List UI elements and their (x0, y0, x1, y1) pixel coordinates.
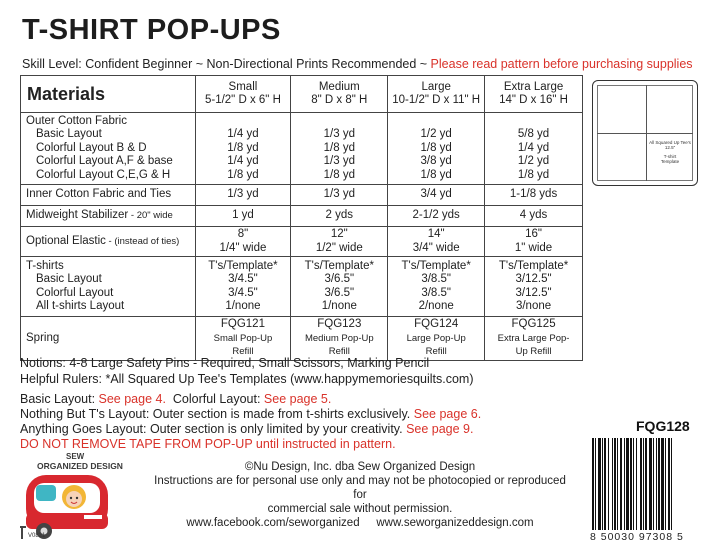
elastic-medium: 12" 1/2" wide (291, 227, 388, 257)
barcode-bar (624, 438, 625, 530)
barcode-bar (612, 438, 613, 530)
barcode-bar (653, 438, 654, 530)
barcode-bar (636, 438, 637, 530)
barcode-bar (640, 438, 642, 530)
table-row-outer-fabric (21, 113, 583, 185)
table-row-elastic (21, 227, 583, 257)
elastic-large: 14" 3/4" wide (388, 227, 485, 257)
spring-extra-large: FQG125 Extra Large Pop- Up Refill (485, 317, 583, 361)
barcode-bar (617, 438, 618, 530)
barcode-bar (595, 438, 596, 530)
barcode-bar (658, 438, 660, 530)
outer-large: 1/2 yd 1/8 yd 3/8 yd 1/8 yd (388, 113, 485, 185)
layouts-section (20, 392, 481, 452)
rulers-text: Helpful Rulers: *All Squared Up Tee's Templates (www.happymemoriesquilts.com) (20, 372, 474, 386)
barcode (590, 438, 700, 532)
stabilizer-medium: 2 yds (291, 206, 388, 227)
tape-warning: DO NOT REMOVE TAPE FROM POP-UP until instructed in pattern. (20, 437, 396, 451)
table-row-spring (21, 317, 583, 361)
barcode-bar (661, 438, 664, 530)
spring-medium: FQG123 Medium Pop-Up Refill (291, 317, 388, 361)
sku-code: FQG128 (636, 418, 690, 434)
barcode-bar (671, 438, 672, 530)
spring-large: FQG124 Large Pop-Up Refill (388, 317, 485, 361)
table-row-tshirts (21, 257, 583, 317)
skill-warning: Please read pattern before purchasing supplies (430, 57, 693, 71)
barcode-bar (604, 438, 606, 530)
logo-text-organized: ORGANIZED DESIGN (37, 461, 123, 471)
barcode-number: 8 50030 97308 5 (590, 531, 684, 543)
layout-nothing-but-ts: Nothing But T's Layout: Outer section is made from t-shirts exclusively. See page 6. (20, 407, 482, 421)
column-extra-large: Extra Large 14" D x 16" H (485, 76, 583, 113)
spring-label: Spring (21, 317, 196, 361)
elastic-extra-large: 16" 1" wide (485, 227, 583, 257)
tshirts-small: T's/Template* 3/4.5" 3/4.5" 1/none (195, 257, 291, 317)
page-title: T-SHIRT POP-UPS (22, 14, 281, 46)
layout-anything-goes: Anything Goes Layout: Outer section is only limited by your creativity. See page 9. (20, 422, 474, 436)
inner-extra-large: 1-1/8 yds (485, 185, 583, 206)
website-links: www.facebook.com/seworganized www.seworganizeddesign.com (186, 517, 534, 529)
version-code: V0821 (28, 533, 46, 539)
column-small: Small 5-1/2" D x 6" H (195, 76, 291, 113)
spring-small: FQG121 Small Pop-Up Refill (195, 317, 291, 361)
barcode-bar (645, 438, 647, 530)
template-diagram (592, 80, 698, 186)
barcode-bar (668, 438, 670, 530)
barcode-bar (614, 438, 616, 530)
stabilizer-small: 1 yd (195, 206, 291, 227)
tshirts-medium: T's/Template* 3/6.5" 3/6.5" 1/none (291, 257, 388, 317)
column-large: Large 10-1/2" D x 11" H (388, 76, 485, 113)
tshirts-extra-large: T's/Template* 3/12.5" 3/12.5" 3/none (485, 257, 583, 317)
table-row-stabilizer (21, 206, 583, 227)
materials-heading: Materials (21, 76, 196, 113)
barcode-bar (626, 438, 629, 530)
barcode-bar (620, 438, 622, 530)
stabilizer-label: Midweight Stabilizer - 20" wide (21, 206, 196, 227)
inner-fabric-label: Inner Cotton Fabric and Ties (21, 185, 196, 206)
barcode-bar (608, 438, 609, 530)
diagram-horizontal-line (597, 133, 693, 134)
copyright-line: ©Nu Design, Inc. dba Sew Organized Design (244, 461, 476, 473)
logo-text-sew: SEW (66, 452, 85, 461)
permission-line: commercial sale without permission. (267, 503, 453, 515)
stabilizer-large: 2-1/2 yds (388, 206, 485, 227)
inner-small: 1/3 yd (195, 185, 291, 206)
instructions-line: Instructions are for personal use only and may not be photocopied or reproduced for (154, 475, 566, 501)
barcode-bar (598, 438, 601, 530)
outer-small: 1/4 yd 1/8 yd 1/4 yd 1/8 yd (195, 113, 291, 185)
outer-medium: 1/3 yd 1/8 yd 1/3 yd 1/8 yd (291, 113, 388, 185)
elastic-label: Optional Elastic - (instead of ties) (21, 227, 196, 257)
diagram-template-card: All Squared Up Tee's 12.5" T-shirt Template (649, 140, 691, 164)
table-header-row (21, 76, 583, 113)
barcode-bar (630, 438, 632, 530)
table-row-inner-fabric (21, 185, 583, 206)
stabilizer-extra-large: 4 yds (485, 206, 583, 227)
notes-section (20, 355, 474, 387)
copyright-block (150, 460, 570, 530)
barcode-bar (649, 438, 652, 530)
tshirts-label: T-shirts Basic Layout Colorful Layout All t-shirts Layout (21, 257, 196, 317)
skill-level-text: Skill Level: Confident Beginner ~ Non-Directional Prints Recommended ~ (22, 57, 431, 71)
barcode-bar (656, 438, 657, 530)
barcode-bar (633, 438, 634, 530)
notions-text: Notions: 4-8 Large Safety Pins - Required, Small Scissors, Marking Pencil (20, 356, 430, 370)
column-medium: Medium 8" D x 8" H (291, 76, 388, 113)
layout-basic-colorful: Basic Layout: See page 4. Colorful Layout: See page 5. (20, 392, 332, 406)
elastic-small: 8" 1/4" wide (195, 227, 291, 257)
barcode-bar (643, 438, 644, 530)
skill-level (22, 57, 693, 71)
tshirts-large: T's/Template* 3/8.5" 3/8.5" 2/none (388, 257, 485, 317)
outer-extra-large: 5/8 yd 1/4 yd 1/2 yd 1/8 yd (485, 113, 583, 185)
outer-fabric-label: Outer Cotton Fabric Basic Layout Colorful Layout B & D Colorful Layout A,F & base Colorful Layout C,E,G & H (21, 113, 196, 185)
barcode-bar (592, 438, 594, 530)
barcode-bar (665, 438, 666, 530)
inner-medium: 1/3 yd (291, 185, 388, 206)
inner-large: 3/4 yd (388, 185, 485, 206)
materials-table (20, 75, 583, 361)
barcode-bar (602, 438, 603, 530)
